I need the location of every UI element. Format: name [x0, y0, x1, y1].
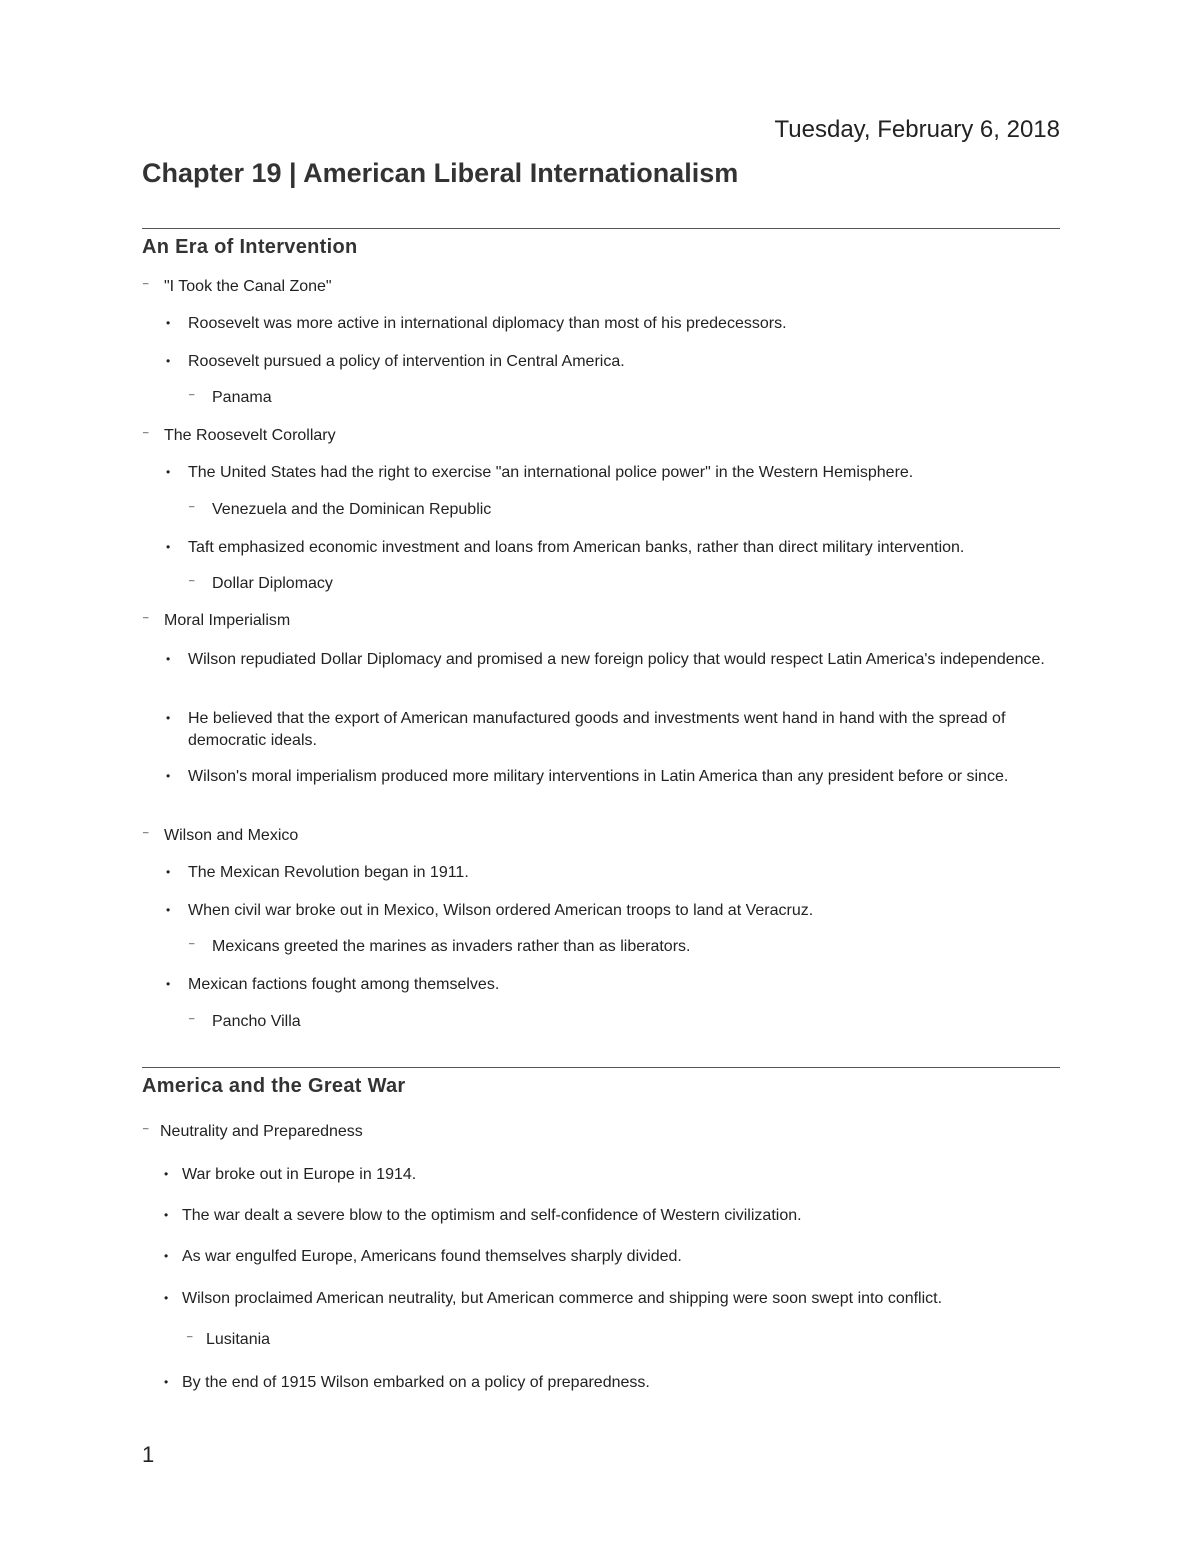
bullet-marker: •: [166, 316, 171, 330]
section-title-great-war: America and the Great War: [142, 1075, 406, 1097]
outline-item: Wilson and Mexico: [164, 827, 299, 844]
bullet-marker: •: [164, 1375, 169, 1389]
outline-item: Roosevelt pursued a policy of intervention in Central America.: [188, 353, 625, 370]
bullet-marker: •: [166, 354, 171, 368]
outline-item: By the end of 1915 Wilson embarked on a policy of preparedness.: [182, 1374, 650, 1391]
dash-marker: ⁻: [188, 575, 196, 591]
dash-marker: ⁻: [188, 938, 196, 954]
dash-marker: ⁻: [142, 827, 150, 843]
bullet-marker: •: [166, 865, 171, 879]
page-number: 1: [142, 1442, 155, 1467]
dash-marker: ⁻: [142, 612, 150, 628]
dash-marker: ⁻: [186, 1331, 194, 1347]
dash-marker: ⁻: [142, 278, 150, 294]
outline-item: War broke out in Europe in 1914.: [182, 1166, 417, 1183]
outline-item: The Mexican Revolution began in 1911.: [188, 864, 469, 881]
outline-item: Pancho Villa: [212, 1013, 301, 1030]
bullet-marker: •: [166, 711, 171, 725]
bullet-marker: •: [166, 652, 171, 666]
outline-item: When civil war broke out in Mexico, Wilson ordered American troops to land at Veracruz.: [188, 902, 814, 919]
outline-item: Dollar Diplomacy: [212, 575, 333, 592]
outline-item: Lusitania: [206, 1331, 271, 1348]
bullet-marker: •: [166, 769, 171, 783]
outline-item: Taft emphasized economic investment and loans from American banks, rather than direct military intervention.: [188, 539, 965, 556]
outline-item: Wilson proclaimed American neutrality, but American commerce and shipping were soon swept into conflict.: [182, 1290, 943, 1307]
outline-item: Neutrality and Preparedness: [160, 1123, 363, 1140]
section-title-intervention: An Era of Intervention: [142, 236, 358, 258]
dash-marker: ⁻: [188, 389, 196, 405]
outline-item: "I Took the Canal Zone": [164, 278, 332, 295]
bullet-marker: •: [164, 1249, 169, 1263]
bullet-marker: •: [166, 977, 171, 991]
bullet-marker: •: [166, 540, 171, 554]
outline-item: Wilson's moral imperialism produced more military interventions in Latin America than any president before or since.: [188, 768, 1009, 785]
section-divider: [142, 1067, 1060, 1068]
section-divider: [142, 228, 1060, 229]
outline-item: He believed that the export of American manufactured goods and investments went hand in hand with the spread of democratic ideals.: [188, 710, 1006, 749]
outline-item: Panama: [212, 389, 272, 406]
outline-item: The United States had the right to exercise "an international police power" in the Western Hemisphere.: [188, 464, 914, 481]
bullet-marker: •: [164, 1208, 169, 1222]
outline-item: Mexican factions fought among themselves.: [188, 976, 500, 993]
bullet-marker: •: [166, 465, 171, 479]
document-date: Tuesday, February 6, 2018: [774, 116, 1060, 143]
outline-item: As war engulfed Europe, Americans found themselves sharply divided.: [182, 1248, 682, 1265]
dash-marker: ⁻: [188, 1013, 196, 1029]
outline-item: The Roosevelt Corollary: [164, 427, 336, 444]
outline-item: Moral Imperialism: [164, 612, 291, 629]
dash-marker: ⁻: [188, 501, 196, 517]
outline-item: The war dealt a severe blow to the optimism and self-confidence of Western civilization.: [182, 1207, 802, 1224]
dash-marker: ⁻: [142, 1123, 150, 1139]
bullet-marker: •: [164, 1167, 169, 1181]
bullet-marker: •: [166, 903, 171, 917]
page-title: Chapter 19 | American Liberal Internationalism: [142, 158, 739, 188]
dash-marker: ⁻: [142, 427, 150, 443]
outline-item: Venezuela and the Dominican Republic: [212, 501, 492, 518]
outline-item: Mexicans greeted the marines as invaders rather than as liberators.: [212, 938, 691, 955]
outline-item: Roosevelt was more active in international diplomacy than most of his predecessors.: [188, 315, 787, 332]
outline-item: Wilson repudiated Dollar Diplomacy and promised a new foreign policy that would respect Latin America's independence.: [188, 651, 1045, 668]
bullet-marker: •: [164, 1291, 169, 1305]
